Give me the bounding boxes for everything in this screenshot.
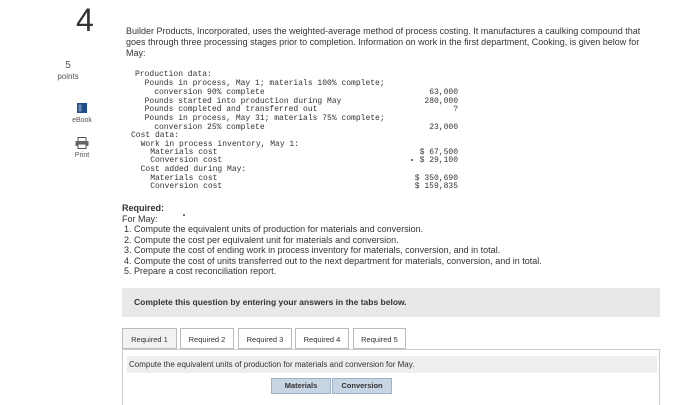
required-item: 4. Compute the cost of units transferred out to the next department for materials, conversion, and in total. (124, 255, 542, 266)
stray-dot (411, 159, 413, 161)
ebook-button[interactable] (62, 102, 102, 124)
data-line-value: $ 350,690 (414, 174, 458, 183)
data-line-label: conversion 90% complete (135, 88, 265, 97)
data-line-label: Materials cost (131, 174, 218, 183)
data-line-value: 280,000 (424, 97, 458, 106)
data-line-label: Conversion cost (131, 182, 223, 191)
column-header-materials: Materials (271, 378, 331, 394)
banner-text: Complete this question by entering your answers in the tabs below. (134, 297, 407, 307)
data-line-label: Pounds in process, May 1; materials 100% complete; (135, 79, 385, 88)
tab-required-3[interactable]: Required 3 (238, 328, 292, 349)
data-line-value: $ 29,100 (419, 156, 458, 165)
points-label: points (57, 72, 79, 81)
data-line-label: Cost added during May: (131, 165, 247, 174)
required-item: 2. Compute the cost per equivalent unit for materials and conversion. (124, 234, 399, 245)
data-line-label: Pounds in process, May 31; materials 75% complete; (135, 114, 385, 123)
required-title: Required: (122, 203, 165, 213)
data-line-label: Materials cost (131, 148, 218, 157)
stray-dot (183, 214, 185, 216)
instructions-banner (122, 288, 660, 317)
points-value: 5 (65, 60, 71, 71)
tab-required-5[interactable]: Required 5 (353, 328, 406, 349)
data-line-label: Conversion cost (131, 156, 223, 165)
data-line-value: 63,000 (429, 88, 458, 97)
required-subtitle: For May: (122, 213, 158, 224)
tab-required-2[interactable]: Required 2 (180, 328, 234, 349)
ebook-label: eBook (72, 117, 92, 124)
required-item: 3. Compute the cost of ending work in process inventory for materials, conversion, and in total. (124, 245, 501, 255)
print-label: Print (74, 152, 90, 159)
data-line-label: Cost data: (131, 131, 180, 140)
data-line-value: $ 159,835 (414, 182, 458, 191)
data-line-value: 23,000 (429, 123, 458, 132)
print-button[interactable] (62, 137, 102, 159)
question-number: 4 (76, 2, 94, 38)
answer-panel (122, 349, 660, 405)
data-line-label: Pounds started into production during May (135, 97, 342, 106)
data-line-value: ? (453, 105, 458, 114)
data-line-value: $ 67,500 (419, 148, 458, 157)
points-box (50, 60, 86, 82)
data-line-label: Pounds completed and transferred out (135, 105, 318, 114)
required-item: 5. Prepare a cost reconciliation report. (124, 266, 277, 276)
data-line-label: Production data: (135, 70, 212, 79)
data-line-label: conversion 25% complete (135, 123, 265, 132)
problem-intro: Builder Products, Incorporated, uses the weighted-average method of process costing. It manufactures a caulking compound that goes through three processing stages prior to completion. Information on work in the first department, Cooking, is given below for May: (126, 26, 641, 58)
tab-required-1[interactable]: Required 1 (122, 328, 177, 349)
print-icon (75, 137, 89, 149)
tab-required-4[interactable]: Required 4 (295, 328, 349, 349)
panel-instruction: Compute the equivalent units of production for materials and conversion for May. (127, 356, 657, 373)
book-icon (76, 102, 88, 114)
column-header-conversion: Conversion (332, 378, 392, 394)
data-line-label: Work in process inventory, May 1: (131, 140, 300, 149)
required-item: 1. Compute the equivalent units of production for materials and conversion. (124, 224, 424, 234)
